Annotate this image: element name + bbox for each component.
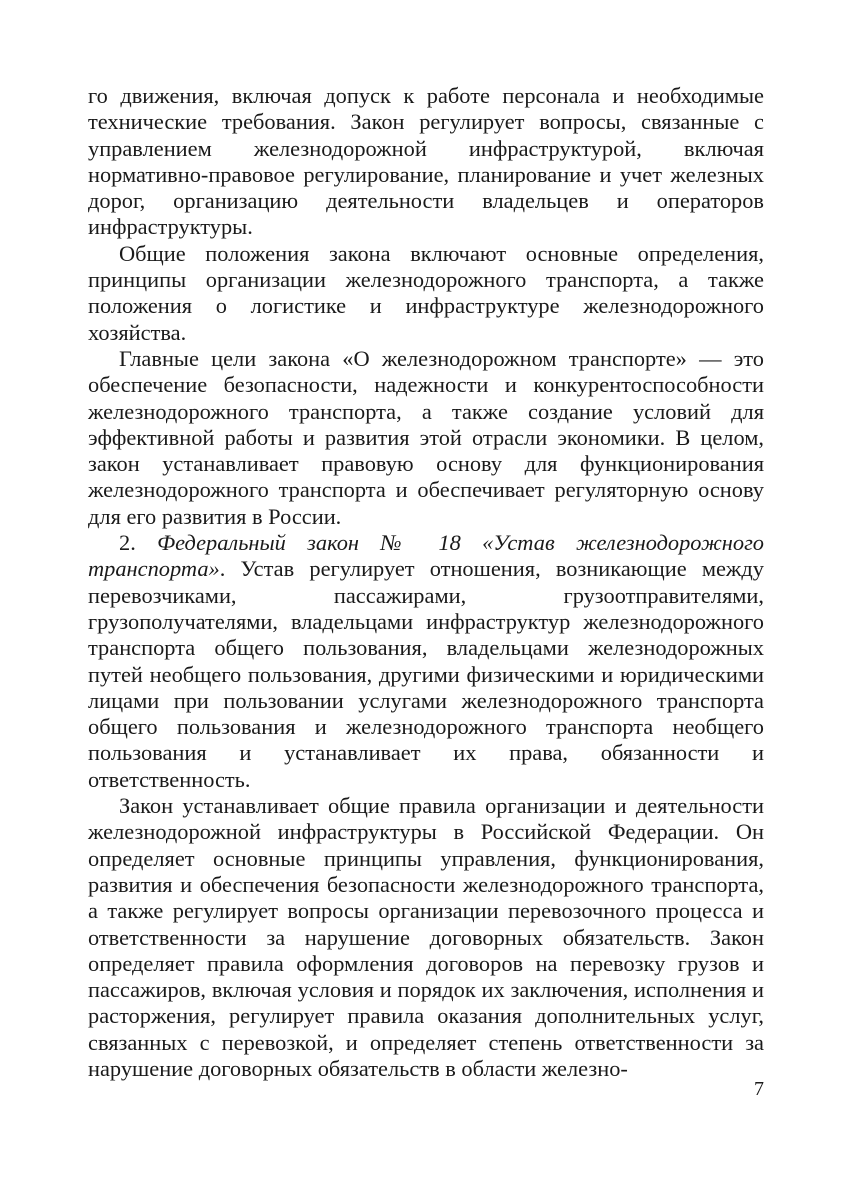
list-number: 2. [119,530,158,556]
paragraph-general-provisions: Общие положения закона включают основные определения, принципы организации железнодорожного транспорта, а также положения о логистике и инфраструктуре железнодорожного хозяйства. [88,240,764,345]
law-title: Федеральный закон № 18 «Устав железнодорожного транспорта» [88,530,765,582]
paragraph-charter-law [88,530,764,793]
page-number: 7 [754,1078,764,1100]
paragraph-law-goals: Главные цели закона «О железнодорожном транспорте» — это обеспечение безопасности, надежности и конкурентоспособности железнодорожного транспорта, а также создание условий для эффективной работы и развития этой отрасли экономики. В целом, закон устанавливает правовую основу для функционирования железнодорожного транспорта и обеспечивает регуляторную основу для его развития в России. [88,345,764,529]
paragraph-continued: го движения, включая допуск к работе персонала и необходимые технические требования. Закон регулирует вопросы, связанные с управлением железнодорожной инфраструктурой, включая нормативно-правовое регулирование, планирование и учет железных дорог, организацию деятельности владельцев и операторов инфраструктуры. [88,83,764,240]
page-body [88,83,764,1082]
paragraph-infrastructure-rules: Закон устанавливает общие правила организации и деятельности железнодорожной инфраструктуры в Российской Федерации. Он определяет основные принципы управления, функционирования, развития и обеспечения безопасности железнодорожного транспорта, а также регулирует вопросы организации перевозочного процесса и ответственности за нарушение договорных обязательств. Закон определяет правила оформления договоров на перевозку грузов и пассажиров, включая условия и порядок их заключения, исполнения и расторжения, регулирует правила оказания дополнительных услуг, связанных с перевозкой, и определяет степень ответственности за нарушение договорных обязательств в области железно- [88,793,764,1081]
charter-description: . Устав регулирует отношения, возникающие между перевозчиками, пассажирами, грузоотправителями, грузополучателями, владельцами инфраструктур железнодорожного транспорта общего пользования, владельцами железнодорожных путей необщего пользования, другими физическими и юридическими лицами при пользовании услугами железнодорожного транспорта общего пользования и железнодорожного транспорта необщего пользования и устанавливает их права, обязанности и ответственность. [88,556,764,792]
